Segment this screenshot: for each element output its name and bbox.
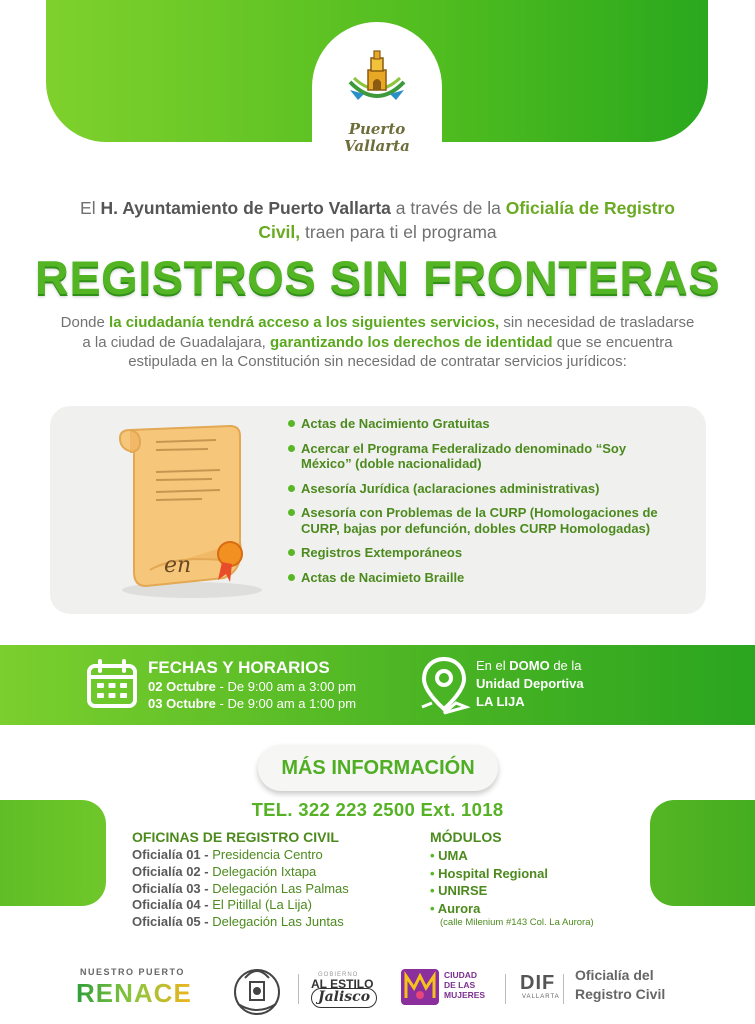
logo-line-1: Puerto [348, 120, 406, 138]
bullet-icon: • [430, 883, 439, 898]
schedule-row [148, 678, 408, 695]
separator [563, 974, 564, 1004]
program-title: REGISTROS SIN FRONTERAS [34, 251, 721, 304]
office-name: El Pitillal (La Lija) [208, 897, 312, 913]
jalisco-line-2: Jalisco [311, 988, 377, 1008]
office-id: Oficialía 03 - [132, 880, 209, 896]
separator [298, 974, 299, 1004]
scroll-certificate-icon [112, 422, 272, 602]
module-name: Aurora [437, 900, 481, 916]
more-info-badge: MÁS INFORMACIÓN [258, 745, 498, 791]
location-part: de la [549, 658, 582, 673]
intro-text [60, 196, 695, 244]
schedule-title: FECHAS Y HORARIOS [148, 658, 330, 677]
calendar-icon [86, 659, 138, 709]
city-crest-icon [344, 48, 410, 110]
intro-bold-ayuntamiento: H. Ayuntamiento de Puerto Vallarta [100, 198, 391, 218]
jalisco-line-1: AL ESTILO [311, 977, 374, 991]
module-name: UMA [438, 848, 468, 863]
desc-part: sin necesidad de trasladarse a la ciudad de Guadalajara, [82, 314, 695, 351]
desc-bold-2: garantizando los derechos de identidad [270, 333, 553, 351]
intro-part: traen para ti el programa [300, 222, 497, 242]
phone-number: TEL. 322 223 2500 Ext. 1018 [251, 799, 504, 820]
office-row [132, 864, 412, 881]
ciudad-mujeres-text [444, 970, 485, 1000]
service-item: Registros Extemporáneos [288, 545, 678, 561]
service-item: Asesoría Jurídica (aclaraciones administrativas) [288, 481, 678, 497]
services-list [288, 416, 678, 594]
schedule-date: 03 Octubre [148, 696, 216, 711]
intro-bold-oficialia: Oficialía de Registro Civil, [258, 198, 675, 242]
oficialia-registro-text [575, 966, 665, 1004]
desc-part: Donde [60, 314, 110, 331]
module-name: Hospital Regional [438, 865, 548, 881]
office-name: Delegación Las Juntas [208, 914, 344, 930]
office-id: Oficialía 04 - [132, 897, 209, 913]
module-item [430, 900, 660, 918]
office-row [132, 914, 412, 931]
logo-card [312, 22, 442, 182]
office-id: Oficialía 02 - [132, 863, 209, 879]
offices-section [132, 828, 412, 931]
oficialia-line-2: Registro Civil [575, 986, 666, 1002]
left-accent-block [0, 800, 106, 906]
schedule-hours: - De 9:00 am a 3:00 pm [215, 679, 357, 694]
intro-part: El [80, 198, 101, 218]
service-item: Asesoría con Problemas de la CURP (Homologaciones de CURP, bajas por defunción, dobles CURP Homologadas) [288, 505, 678, 536]
location-block [476, 657, 676, 711]
dif-subtitle: VALLARTA [522, 994, 560, 1000]
dif-logo: DIF [520, 972, 556, 994]
intro-part: a través de la [390, 198, 506, 218]
separator [505, 974, 506, 1004]
municipal-seal-icon [228, 960, 286, 1018]
office-name: Delegación Las Palmas [208, 880, 349, 896]
service-item: Actas de Nacimieto Braille [288, 570, 678, 586]
bullet-icon: • [430, 848, 439, 863]
schedule-band [0, 645, 755, 725]
location-line-2: Unidad Deportiva [476, 676, 584, 691]
schedule-hours: - De 9:00 am a 1:00 pm [215, 696, 357, 711]
modules-section [430, 828, 660, 928]
location-line-1 [476, 657, 676, 675]
schedule-date: 02 Octubre [148, 679, 216, 694]
module-name: UNIRSE [438, 883, 488, 898]
service-item: Actas de Nacimiento Gratuitas [288, 416, 678, 432]
location-domo: DOMO [509, 658, 550, 673]
oficialia-line-1: Oficialía del [575, 967, 654, 983]
footer-logos [0, 940, 755, 1024]
office-name: Presidencia Centro [208, 847, 323, 862]
map-pin-icon [418, 655, 470, 715]
jalisco-top: GOBIERNO [318, 972, 359, 978]
bullet-icon: • [430, 900, 438, 916]
location-line-3: LA LIJA [476, 694, 525, 709]
renace-logo: RENACE [76, 978, 192, 1008]
right-accent-block [650, 800, 755, 906]
description [60, 313, 695, 372]
schedule-row [148, 695, 408, 712]
office-row [132, 847, 412, 864]
modules-title: MÓDULOS [430, 829, 502, 845]
mujeres-line-3: MUJERES [444, 990, 486, 1000]
scroll-signature: en [164, 553, 192, 578]
ciudad-mujeres-icon [400, 968, 440, 1006]
office-row [132, 881, 412, 898]
service-item: Acercar el Programa Federalizado denominado “Soy México” (doble nacionalidad) [288, 441, 678, 472]
logo-line-2: Vallarta [344, 137, 410, 155]
office-id: Oficialía 01 - [132, 847, 209, 862]
mujeres-line-1: CIUDAD [444, 970, 478, 980]
module-item [430, 865, 660, 883]
module-item [430, 847, 660, 865]
aurora-address: (calle Milenium #143 Col. La Aurora) [440, 917, 594, 928]
bullet-icon: • [430, 865, 439, 881]
desc-bold-1: la ciudadanía tendrá acceso a los siguientes servicios, [109, 314, 500, 331]
desc-part: que se encuentra estipulada en la Constitución sin necesidad de contratar servicios jurídicos: [128, 333, 673, 370]
office-row [132, 897, 412, 914]
module-item [430, 882, 660, 900]
mujeres-line-2: DE LAS [444, 980, 476, 990]
offices-title: OFICINAS DE REGISTRO CIVIL [132, 829, 339, 845]
schedule-block [148, 658, 408, 712]
location-part: En el [476, 658, 510, 673]
office-name: Delegación Ixtapa [208, 863, 317, 879]
renace-tagline: NUESTRO PUERTO [80, 967, 185, 977]
office-id: Oficialía 05 - [132, 914, 209, 930]
